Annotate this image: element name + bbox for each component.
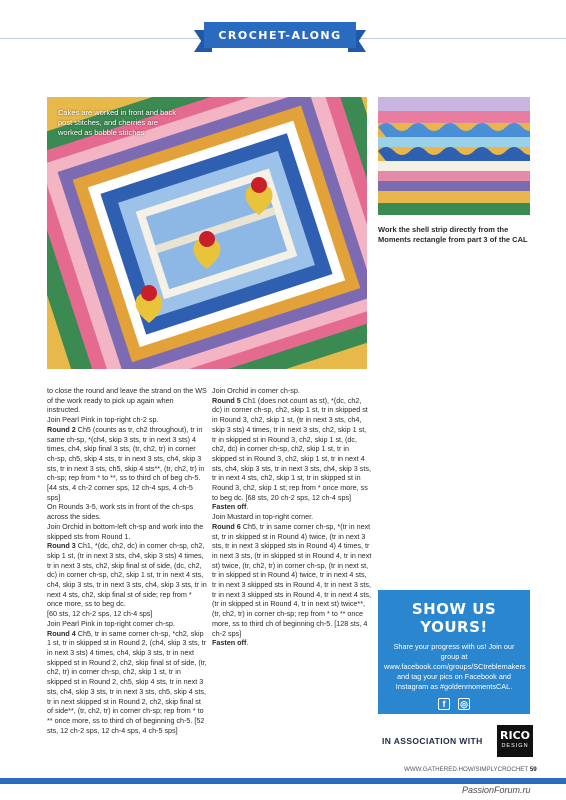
round-text: Ch5, tr in same corner ch-sp, *(tr in next st, tr in skipped st in Round 4) twice, (tr in next 3 sts, tr in next 3 skipped sts in Round 4) 4 times, tr in next 3 sts, (tr in skipped st in Round 4, tr in next st) twice, (tr, ch2, tr) in corner ch-sp, (tr in next st, tr in skipped st in Round 4) twice, tr in next 4 sts, tr in next 3 skipped sts in Round 4, tr in next 3 sts, tr in next 3 skipped sts in Round 4, tr in next 4 sts, (tr in skipped st in Round 4, tr in next st) twice**, (tr, ch2, tr) in corner ch-sp; rep from * to ** once more, ss to third ch of beginning ch-5. [128 sts, 4 ch-2 sps] xyxy=(212,521,372,638)
paragraph: On Rounds 3-5, work sts in front of the ch-sps across the sides. xyxy=(47,502,194,522)
association-label: IN ASSOCIATION WITH xyxy=(382,736,483,746)
round-6 xyxy=(212,522,372,638)
social-icons xyxy=(378,698,530,710)
stitch-count: [60 sts, 12 ch-2 sps, 12 ch-4 sps] xyxy=(47,609,153,619)
round-2 xyxy=(47,425,207,503)
pattern-column-2: Join Orchid in corner ch-sp. Round 5 Ch1 (does not count as st), *(dc, ch2, dc) in corner ch-sp, ch2, skip 1 st, tr in skipped st in Round 3, ch2, skip 1 st, (tr in next 3 sts, ch4, skip 3 sts) 4 times, tr in next 3 sts, ch2, skip 1 st, tr in skipped st in Round 3, ch2, skip 1 st, (dc, ch2, dc) in corner ch-sp, ch2, skip 1 st, tr in skipped st in Round 3, ch2, skip 1 st, tr in next 4 sts, ch4, skip 3 sts, tr in next 3 sts, ch4, skip 3 sts, tr in next 4 sts, ch2, skip 1 st, tr in skipped st in Round 3, ch2, skip 1 st; rep from * once more, ss to beg dc. [68 sts, 20 ch-2 sps, 12 ch-4 sps] Fasten off. Join Mustard in top-right corner. Round 6 Ch5, tr in same corner ch-sp, *(tr in next st, tr in skipped st in Round 4) twice, (tr in next 3 sts, tr in next 3 skipped sts in Round 4) 4 times, tr in next 3 sts, (tr in skipped st in Round 4, tr in next st) twice, (tr, ch2, tr) in corner ch-sp, (tr in next st, tr in skipped st in Round 4) twice, tr in next 4 sts, tr in next 3 skipped sts in Round 4, tr in next 3 sts, tr in next 3 skipped sts in Round 4, tr in next 4 sts, (tr in skipped st in Round 4, tr in next st) twice**, (tr, ch2, tr) in corner ch-sp; rep from * to ** once more, ss to third ch of beginning ch-5. [128 sts, 4 ch-2 sps] Fasten off. xyxy=(212,386,372,648)
round-label: Round 3 xyxy=(47,541,76,551)
round-text: Ch5 (counts as tr, ch2 throughout), tr in same ch-sp, *(ch4, skip 3 sts, tr in next 3 sts) 4 times, ch4, skip final 3 sts, (tr, ch2, tr) in corner ch-sp, ch5, skip 4 sts, tr in next 3 sts, ch4, skip 3 sts, tr in next 3 sts, ch5, skip 4 sts**, (tr, ch2, tr) in ch-sp; rep from * to **, ss to third ch of beg ch-5. [44 sts, 4 ch-2 corner sps, 12 ch-4 sps, 4 ch-5 sps] xyxy=(47,424,205,502)
footer-bar xyxy=(0,778,566,784)
paragraph: Join Orchid in corner ch-sp. xyxy=(212,386,300,395)
page-number: 59 xyxy=(529,766,537,773)
paragraph: Join Orchid in bottom-left ch-sp and work into the skipped sts from Round 1. xyxy=(47,521,204,541)
paragraph: Join Pearl Pink in top-right ch-2 sp. xyxy=(47,415,159,425)
paragraph: Join Pearl Pink in top-right corner ch-sp. xyxy=(47,618,175,628)
rico-sub: DESIGN xyxy=(501,743,529,749)
paragraph: Join Mustard in top-right corner. xyxy=(212,512,314,522)
round-label: Round 2 xyxy=(47,424,76,434)
promo-text: Share your progress with us! Join our group at www.facebook.com/groups/SCtreblemakers and tag your pics on Facebook and Instagram as #goldenmomentsCAL. xyxy=(384,642,526,691)
promo-title: SHOW US YOURS! xyxy=(411,600,497,636)
footer xyxy=(404,766,537,773)
rico-brand: RICO xyxy=(500,729,530,742)
round-text: Ch1, *(dc, ch2, dc) in corner ch-sp, ch2, skip 1 st, (tr in next 3 sts, ch4, skip 3 sts) 4 times, tr in next 3 sts, ch2, skip final st of side, (dc, ch2, dc) in corner ch-sp, ch2, skip 1 st, tr in next 4 sts, ch4, skip 3 sts, tr in next 3 sts, ch4, skip 3 sts, tr in next 4 sts, ch2, skip final st of side; rep from * once more, ss to beg dc. xyxy=(47,541,207,609)
facebook-icon[interactable]: f xyxy=(438,698,450,710)
section-title: CROCHET-ALONG xyxy=(204,22,356,48)
shell-strip-photo xyxy=(378,97,530,215)
section-ribbon xyxy=(204,22,356,52)
round-label: Round 4 xyxy=(47,628,76,638)
show-us-yours-box xyxy=(378,590,530,714)
rico-logo xyxy=(497,725,533,757)
round-label: Round 6 xyxy=(212,521,241,531)
side-photo-caption: Work the shell strip directly from the Moments rectangle from part 3 of the CAL xyxy=(378,225,528,244)
round-label: Round 5 xyxy=(212,395,241,405)
fasten-off: Fasten off xyxy=(212,638,247,648)
instagram-icon[interactable]: ◎ xyxy=(458,698,470,710)
fasten-off: Fasten off xyxy=(212,502,247,512)
footer-url: WWW.GATHERED.HOW/SIMPLYCROCHET xyxy=(404,766,529,773)
round-text: Ch1 (does not count as st), *(dc, ch2, dc) in corner ch-sp, ch2, skip 1 st, tr in skipped st in Round 3, ch2, skip 1 st, (tr in next 3 sts, ch4, skip 3 sts) 4 times, tr in next 3 sts, ch2, skip 1 st, tr in skipped st in Round 3, ch2, skip 1 st, (dc, ch2, dc) in corner ch-sp, ch2, skip 1 st, tr in skipped st in Round 3, ch2, skip 1 st, tr in next 4 sts, ch4, skip 3 sts, tr in next 3 sts, ch4, skip 3 sts, tr in next 4 sts, ch2, skip 1 st, tr in skipped st in Round 3, ch2, skip 1 st; rep from * once more, ss to beg dc. [68 sts, 20 ch-2 sps, 12 ch-4 sps] xyxy=(212,395,371,502)
round-3 xyxy=(47,541,207,609)
pattern-column-1 xyxy=(47,386,207,735)
round-4 xyxy=(47,629,207,736)
watermark: PassionForum.ru xyxy=(462,785,531,795)
round-5 xyxy=(212,396,372,503)
paragraph: to close the round and leave the strand on the WS of the work ready to pick up again when instructed. xyxy=(47,386,207,415)
round-text: Ch5, tr in same corner ch-sp, *ch2, skip 1 st, tr in skipped st in Round 2, (ch4, skip 3 sts, tr in next 3 sts) 4 times, ch4, skip 3 sts, tr in next skipped st in Round 2, ch2, skip final st of side, (tr, ch2, tr) in corner ch-sp, ch2, skip 1 st, tr in skipped st in Round 2, ch5, skip 4 sts, tr in next 3 sts, ch4, skip 3 sts, tr in next 3 sts, ch5, skip 4 sts, tr in next skipped st in Round 2, ch2, skip final st of side**, (tr, ch2, tr) in corner ch-sp; rep from * to ** once more, ss to third ch of beginning ch-5. [52 sts, 12 ch-2 sps, 12 ch-4 sps, 4 ch-5 sps] xyxy=(47,628,207,735)
main-photo-caption: Cakes are worked in front and back post stitches, and cherries are worked as bobble stitches xyxy=(58,108,176,137)
